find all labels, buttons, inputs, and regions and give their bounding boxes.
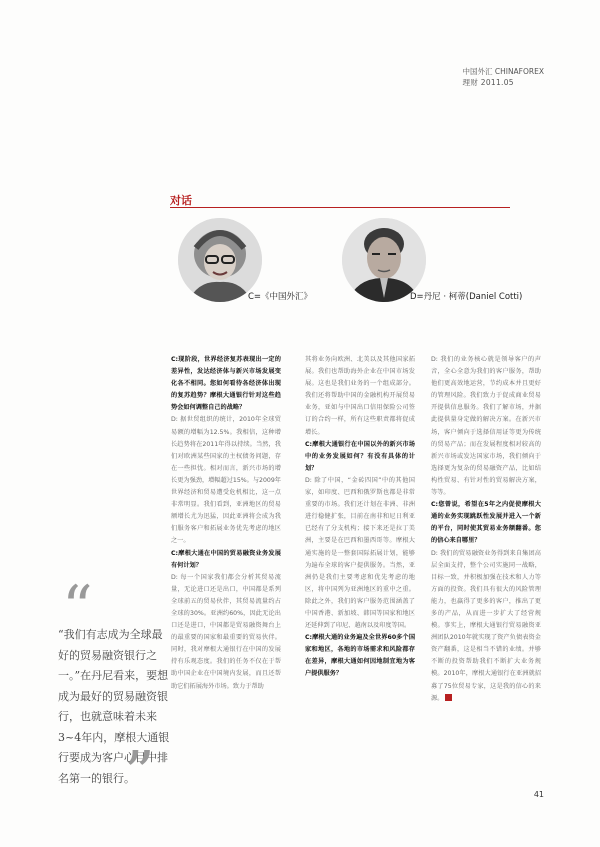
running-header <box>462 66 544 88</box>
interviewer-caption: C=《中国外汇》 <box>248 292 313 302</box>
interview-question: C:您曾说，希望在5年之内促使摩根大通的业务实现跳跃性发展并进入一个新的平台，同时使其贸易业务额翻番。您的信心来自哪里？ <box>431 501 541 545</box>
open-quote-mark: “ <box>62 573 93 643</box>
interview-question: C:摩根大通银行在中国以外的新兴市场中的业务发展如何？有没有具体的计划？ <box>305 440 415 472</box>
interview-answer: 其将业务向欧洲、北美以及其他国家拓展。我们也帮助海外企业在中国市场发展。这也是我们业务的一个组成部分。我们还将帮助中国的金融机构开展贸易业务，亚如与中国出口信用保险公司签订的合约一样，所有这些职责都将促成增长。 <box>305 356 415 436</box>
interview-answer: D: 据世贸组织的统计，2010年全球贸易额的增幅为12.5%。我相信，这种增长趋势将在2011年得以持续。当然，我们对欧洲某些国家的主权债务问题，存在一些担忧。相对而言，新兴市场的增长更为强劲，增幅超过15%。与2009年世界经济和贸易遭受危机相比，这一点非常明显。我们看到，亚洲地区的贸易额增长尤为迅猛，因此亚洲将会成为我们服务客户和拓展业务优先考虑的地区之一。 <box>171 416 281 545</box>
interview-answer: D: 除了中国，“金砖四国”中的其他国家，如印度、巴西和俄罗斯也都是非常重要的市场。我们还计划在非洲、非洲进行稳健扩张，目前在南非和尼日利亚已经有了分支机构；接下来还是拉丁美洲，主要是在巴西和墨西哥等。摩根大通实施的是一整套国际拓展计划，能够为遍布全球的客户提供服务。当然，亚洲仍是我们主要考虑和优先考虑的地区，将中国列为亚洲地区的重中之重。除此之外，我们的客户服务范围涵盖了中国香港、新加坡、韩国等国家和地区还延伸到了印尼、越南以及印度等国。 <box>305 476 415 630</box>
pull-quote: “我们有志成为全球最好的贸易融资银行之一。”在丹尼看来，要想成为最好的贸易融资银行，也就意味着未来3~4年内，摩根大通银行要成为客户心目中排名第一的银行。 <box>58 628 170 785</box>
section-rule <box>170 207 510 208</box>
close-quote-mark: ” <box>124 739 155 809</box>
magazine-title: 中国外汇 CHINAFOREX <box>462 67 544 76</box>
interviewee-caption: D=丹尼 · 柯蒂(Daniel Cotti) <box>410 292 523 302</box>
interview-answer: D: 每一个国家我们都会分析其贸易流量，无论进口还是出口，中国都是系列全球前五的贸易伙伴，其贸易流量约占全球的30%。亚洲约60%，因此无论出口还是进口，中国都是贸易融资舞台上的最重要的国家和最重要的贸易伙伴。同时，我对摩根大通银行在中国的发展持有乐观态度。我们的任务不仅在于帮助中国企业在中国境内发展，而且还帮助它们拓展海外市场。致力于帮助 <box>171 573 281 690</box>
interview-answer: D: 我们的贸易融资业务得到来自集团高层全面支持，整个公司实施同一战略，目标一致，并积极加强在技术和人力等方面的投资。我们具有很大的风险管理能力，也赢得了更多的客户，推出了更多的产品，从而进一步扩大了经营规模。事实上，摩根大通银行贸易融资亚洲团队2010年就实现了资产负债表资金资产翻番，这是相当不错的业绩。并够不断的投资帮助我们不断扩大业务规模。2010年，摩根大通银行在亚洲就招募了75位贸易专家，这是我的信心的来源。 <box>431 549 541 702</box>
article-end-mark <box>445 694 452 701</box>
article-column-3 <box>431 354 541 705</box>
interview-question: C:摩根大通的业务遍及全世界60多个国家和地区，各地的市场需求和风险都存在差异，摩根大通如何因地制宜地为客户提供服务？ <box>305 634 415 678</box>
page-number: 41 <box>533 790 544 799</box>
interview-question: C:摩根大通在中国的贸易融资业务发展有何计划？ <box>171 549 281 569</box>
interview-answer: D: 我们的业务核心就是领导客户的声音，全心全意为我们的客户服务，帮助他们更高效地运营，节约成本并且更好的管理风险。我们致力于促成商业贸易开提供信息服务。我们了解市场，并据此提供量身定做的解决方案。在新兴市场，客户倾向于选择信用证等更为传统的贸易产品；而在发展程度相对较高的新兴市场或发达国家市场，我们倾向于选择更为复杂的贸易融资产品，比如结构性贸易、有针对性的贸易解决方案，等等。 <box>431 356 541 497</box>
issue-label: 理财 2011.05 <box>462 78 514 87</box>
article-column-1 <box>171 354 281 693</box>
article-column-2 <box>305 354 415 681</box>
section-title: 对话 <box>170 194 192 207</box>
interview-question: C:现阶段，世界经济复苏表现出一定的差异性，发达经济体与新兴市场发展变化各不相同。您如何看待各经济体出现的复苏趋势？摩根大通银行针对这些趋势会如何调整自己的战略？ <box>171 356 281 412</box>
